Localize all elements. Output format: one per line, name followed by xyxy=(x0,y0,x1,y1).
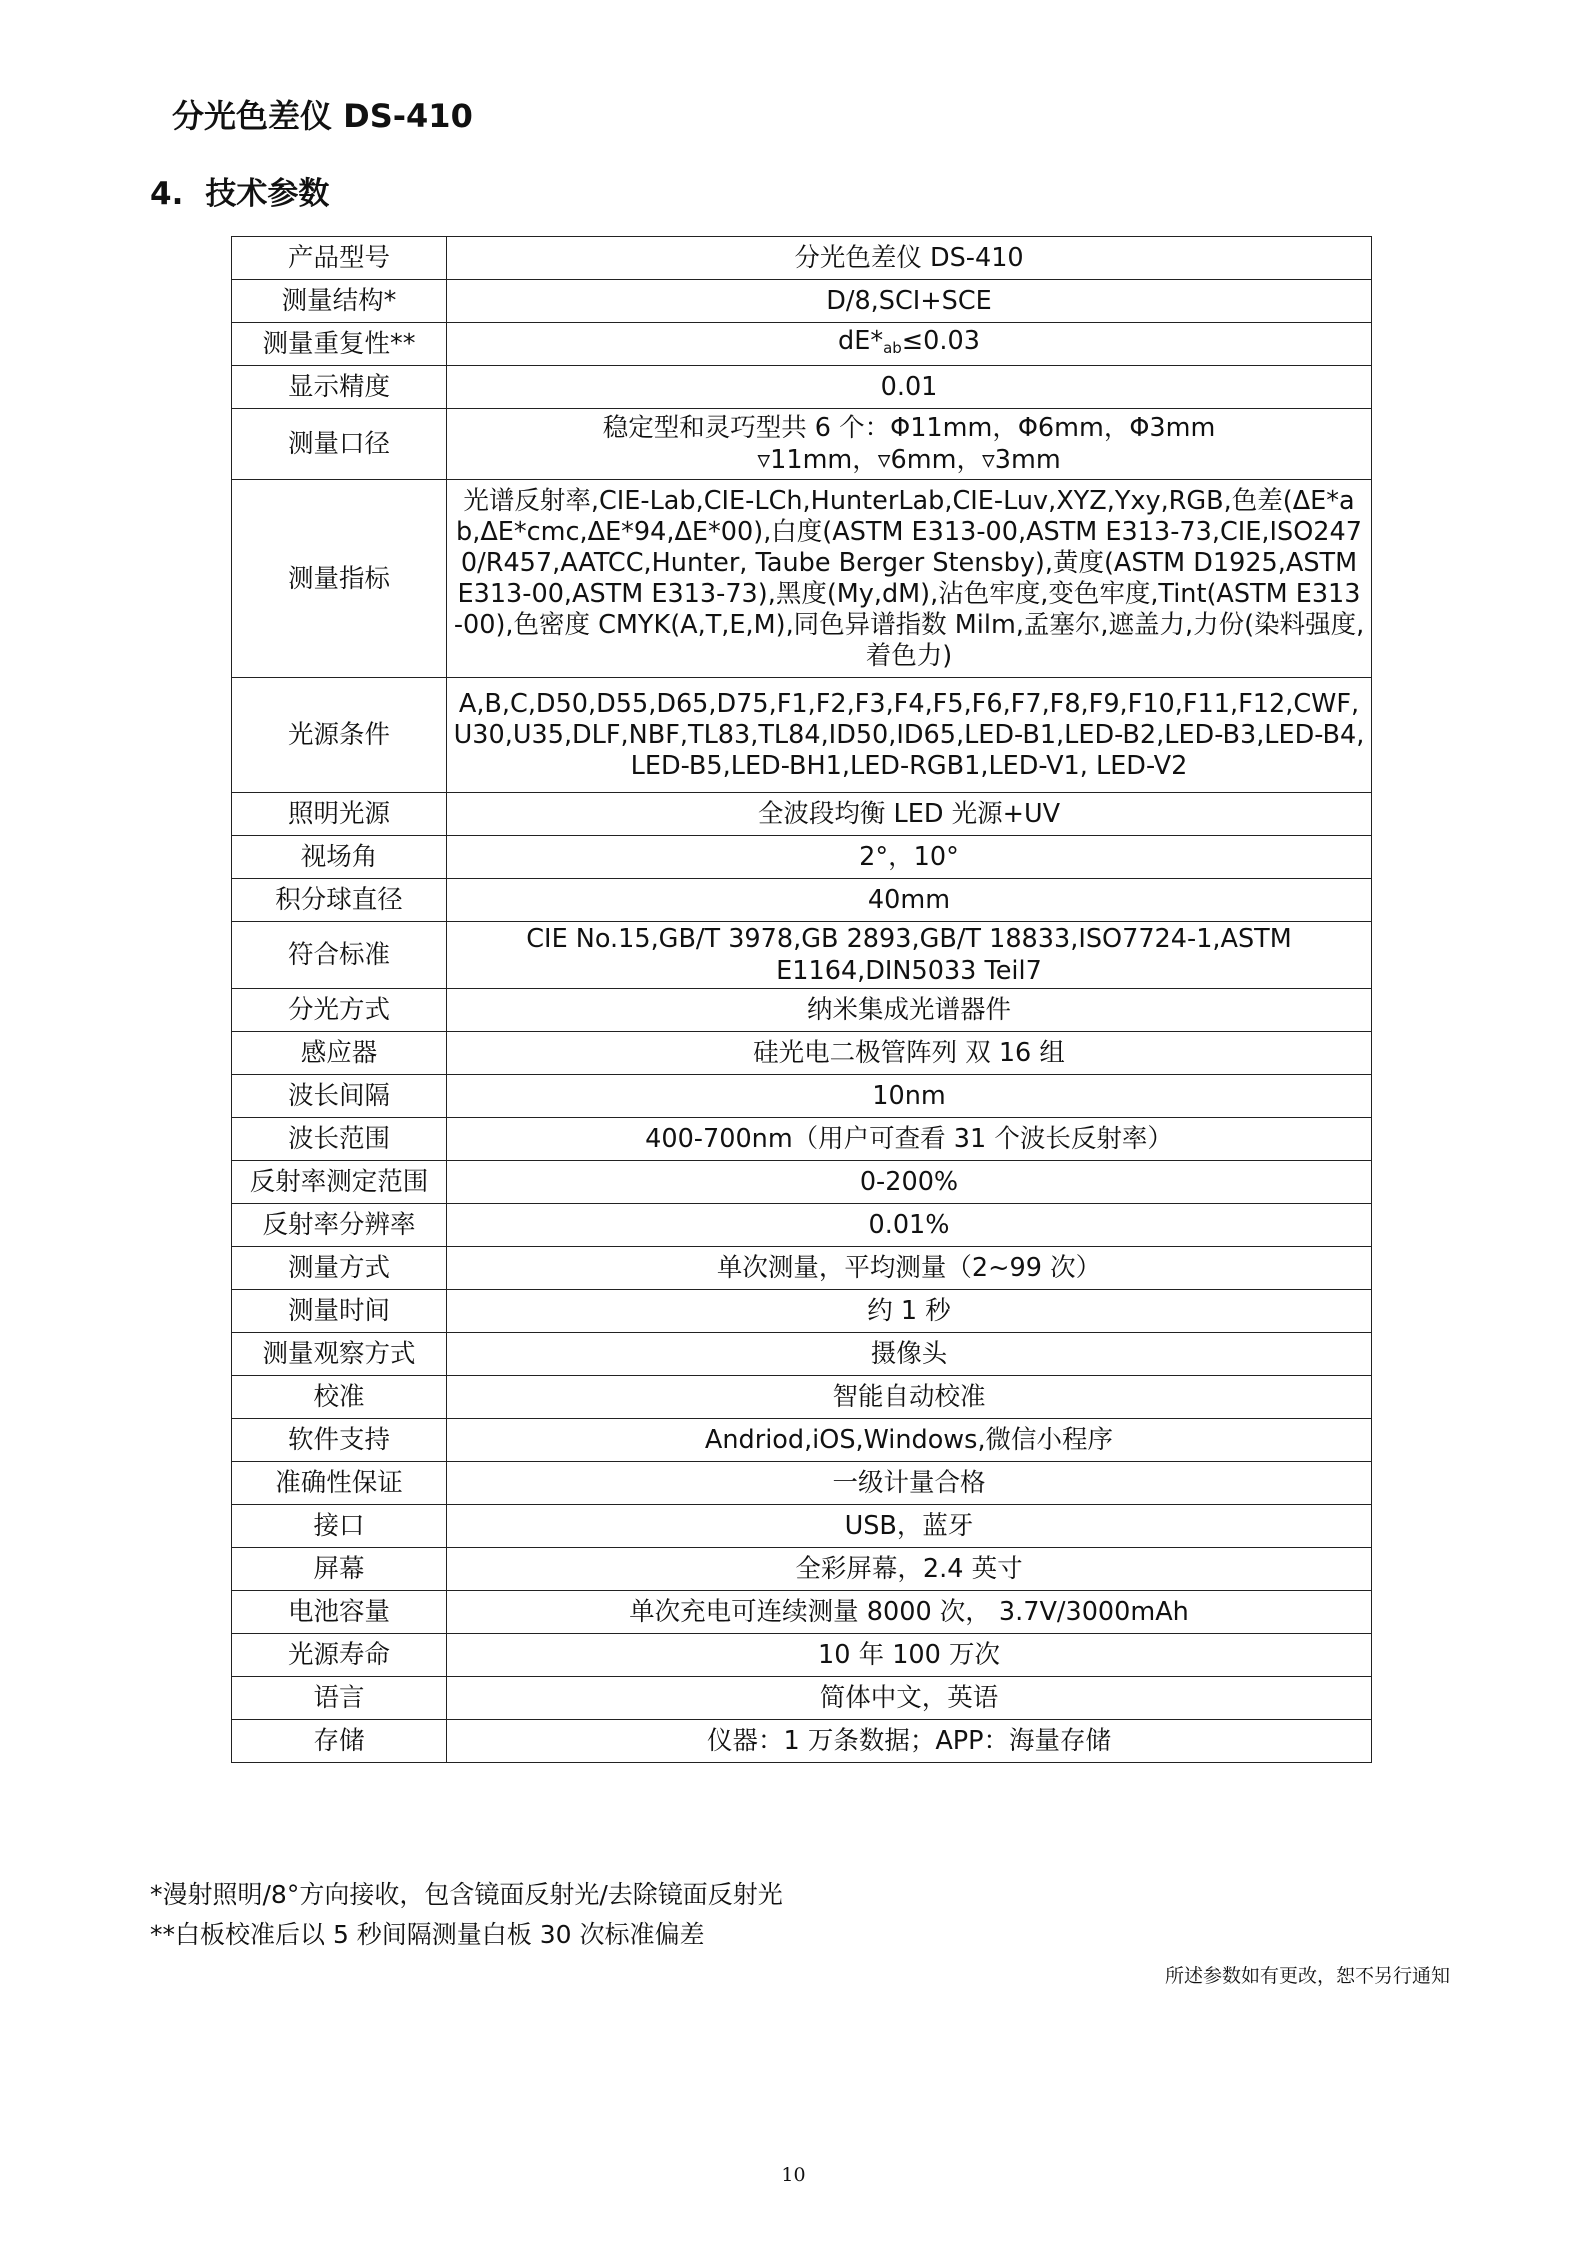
spec-table xyxy=(231,236,1372,1763)
spec-value-subscript: ab xyxy=(883,338,902,357)
spec-label: 电池容量 xyxy=(232,1591,447,1634)
spec-label: 测量指标 xyxy=(232,480,447,678)
spec-value: A,B,C,D50,D55,D65,D75,F1,F2,F3,F4,F5,F6,F7,F8,F9,F10,F11,F12,CWF,U30,U35,DLF,NBF,TL83,TL84,ID50,ID65,LED-B1,LED-B2,LED-B3,LED-B4,LED-B5,LED-BH1,LED-RGB1,LED-V1, LED-V2 xyxy=(447,678,1372,793)
table-row xyxy=(232,1591,1372,1634)
spec-value: 分光色差仪 DS-410 xyxy=(447,237,1372,280)
table-row xyxy=(232,879,1372,922)
spec-label: 屏幕 xyxy=(232,1548,447,1591)
spec-value: 硅光电二极管阵列 双 16 组 xyxy=(447,1032,1372,1075)
spec-value: 一级计量合格 xyxy=(447,1462,1372,1505)
spec-value: 0.01% xyxy=(447,1204,1372,1247)
spec-value-prefix: dE* xyxy=(838,325,884,356)
spec-value: 约 1 秒 xyxy=(447,1290,1372,1333)
table-row xyxy=(232,678,1372,793)
spec-label: 测量时间 xyxy=(232,1290,447,1333)
footnote: **白板校准后以 5 秒间隔测量白板 30 次标准偏差 xyxy=(150,1920,705,1949)
table-row xyxy=(232,323,1372,366)
table-row xyxy=(232,1376,1372,1419)
spec-label: 产品型号 xyxy=(232,237,447,280)
spec-value: 摄像头 xyxy=(447,1333,1372,1376)
spec-label: 准确性保证 xyxy=(232,1462,447,1505)
spec-value: 400-700nm（用户可查看 31 个波长反射率） xyxy=(447,1118,1372,1161)
table-row xyxy=(232,1720,1372,1763)
spec-value: 仪器：1 万条数据；APP：海量存储 xyxy=(447,1720,1372,1763)
table-row xyxy=(232,1462,1372,1505)
spec-value: 单次测量，平均测量（2~99 次） xyxy=(447,1247,1372,1290)
spec-value: 10 年 100 万次 xyxy=(447,1634,1372,1677)
spec-value: 智能自动校准 xyxy=(447,1376,1372,1419)
spec-value-line: 稳定型和灵巧型共 6 个：Φ11mm，Φ6mm，Φ3mm xyxy=(602,413,1216,443)
table-row xyxy=(232,836,1372,879)
table-row xyxy=(232,1118,1372,1161)
spec-value: 纳米集成光谱器件 xyxy=(447,989,1372,1032)
spec-label: 测量结构* xyxy=(232,280,447,323)
spec-label: 分光方式 xyxy=(232,989,447,1032)
spec-value: USB，蓝牙 xyxy=(447,1505,1372,1548)
spec-label: 反射率分辨率 xyxy=(232,1204,447,1247)
table-row xyxy=(232,280,1372,323)
spec-label: 测量重复性** xyxy=(232,323,447,366)
spec-value: 全彩屏幕，2.4 英寸 xyxy=(447,1548,1372,1591)
table-row xyxy=(232,1075,1372,1118)
spec-value: 光谱反射率,CIE-Lab,CIE-LCh,HunterLab,CIE-Luv,XYZ,Yxy,RGB,色差(ΔE*ab,ΔE*cmc,ΔE*94,ΔE*00),白度(ASTM E313-00,ASTM E313-73,CIE,ISO2470/R457,AATCC,Hunter, Taube Berger Stensby),黄度(ASTM D1925,ASTM E313-00,ASTM E313-73),黑度(My,dM),沾色牢度,变色牢度,Tint(ASTM E313-00),色密度 CMYK(A,T,E,M),同色异谱指数 Milm,孟塞尔,遮盖力,力份(染料强度,着色力) xyxy=(447,480,1372,678)
table-row xyxy=(232,1505,1372,1548)
section-heading xyxy=(150,170,329,218)
spec-value-line: CIE No.15,GB/T 3978,GB 2893,GB/T 18833,ISO7724-1,ASTM xyxy=(526,924,1292,954)
spec-label: 语言 xyxy=(232,1677,447,1720)
spec-label: 视场角 xyxy=(232,836,447,879)
spec-label: 光源寿命 xyxy=(232,1634,447,1677)
table-row xyxy=(232,1677,1372,1720)
footnotes xyxy=(150,1875,783,1955)
table-row xyxy=(232,237,1372,280)
spec-value: 0-200% xyxy=(447,1161,1372,1204)
spec-label: 测量观察方式 xyxy=(232,1333,447,1376)
table-row xyxy=(232,1247,1372,1290)
section-title: 技术参数 xyxy=(205,176,330,212)
table-row xyxy=(232,1161,1372,1204)
spec-value: 2°，10° xyxy=(447,836,1372,879)
spec-label: 显示精度 xyxy=(232,366,447,409)
table-row xyxy=(232,1032,1372,1075)
spec-label: 波长间隔 xyxy=(232,1075,447,1118)
spec-value: 简体中文，英语 xyxy=(447,1677,1372,1720)
spec-label: 波长范围 xyxy=(232,1118,447,1161)
spec-value: 0.01 xyxy=(447,366,1372,409)
spec-label: 感应器 xyxy=(232,1032,447,1075)
spec-value: 10nm xyxy=(447,1075,1372,1118)
table-row xyxy=(232,1333,1372,1376)
spec-value: 全波段均衡 LED 光源+UV xyxy=(447,793,1372,836)
spec-label: 符合标准 xyxy=(232,922,447,989)
table-row xyxy=(232,989,1372,1032)
page-number: 10 xyxy=(781,2164,806,2186)
table-row xyxy=(232,480,1372,678)
spec-value: Andriod,iOS,Windows,微信小程序 xyxy=(447,1419,1372,1462)
disclaimer: 所述参数如有更改，恕不另行通知 xyxy=(1164,1965,1450,1987)
spec-label: 积分球直径 xyxy=(232,879,447,922)
spec-value: 40mm xyxy=(447,879,1372,922)
spec-value-suffix: ≤0.03 xyxy=(901,325,980,356)
spec-value xyxy=(447,323,1372,366)
spec-label: 接口 xyxy=(232,1505,447,1548)
spec-value: D/8,SCI+SCE xyxy=(447,280,1372,323)
spec-label: 存储 xyxy=(232,1720,447,1763)
spec-value-line: E1164,DIN5033 Teil7 xyxy=(776,956,1042,986)
spec-value: 单次充电可连续测量 8000 次， 3.7V/3000mAh xyxy=(447,1591,1372,1634)
table-row xyxy=(232,1204,1372,1247)
spec-label: 校准 xyxy=(232,1376,447,1419)
spec-label: 测量方式 xyxy=(232,1247,447,1290)
spec-label: 光源条件 xyxy=(232,678,447,793)
document-title: 分光色差仪 DS-410 xyxy=(172,97,473,135)
spec-value xyxy=(447,922,1372,989)
table-row xyxy=(232,366,1372,409)
spec-value xyxy=(447,409,1372,480)
table-row xyxy=(232,409,1372,480)
table-row xyxy=(232,793,1372,836)
table-row xyxy=(232,1634,1372,1677)
spec-value-line: ▿11mm，▿6mm，▿3mm xyxy=(757,445,1061,475)
footnote: *漫射照明/8°方向接收，包含镜面反射光/去除镜面反射光 xyxy=(150,1880,783,1909)
spec-label: 软件支持 xyxy=(232,1419,447,1462)
table-row xyxy=(232,1548,1372,1591)
spec-label: 测量口径 xyxy=(232,409,447,480)
spec-label: 照明光源 xyxy=(232,793,447,836)
table-row xyxy=(232,1290,1372,1333)
table-row xyxy=(232,1419,1372,1462)
spec-label: 反射率测定范围 xyxy=(232,1161,447,1204)
table-row xyxy=(232,922,1372,989)
section-number: 4. xyxy=(150,176,184,212)
